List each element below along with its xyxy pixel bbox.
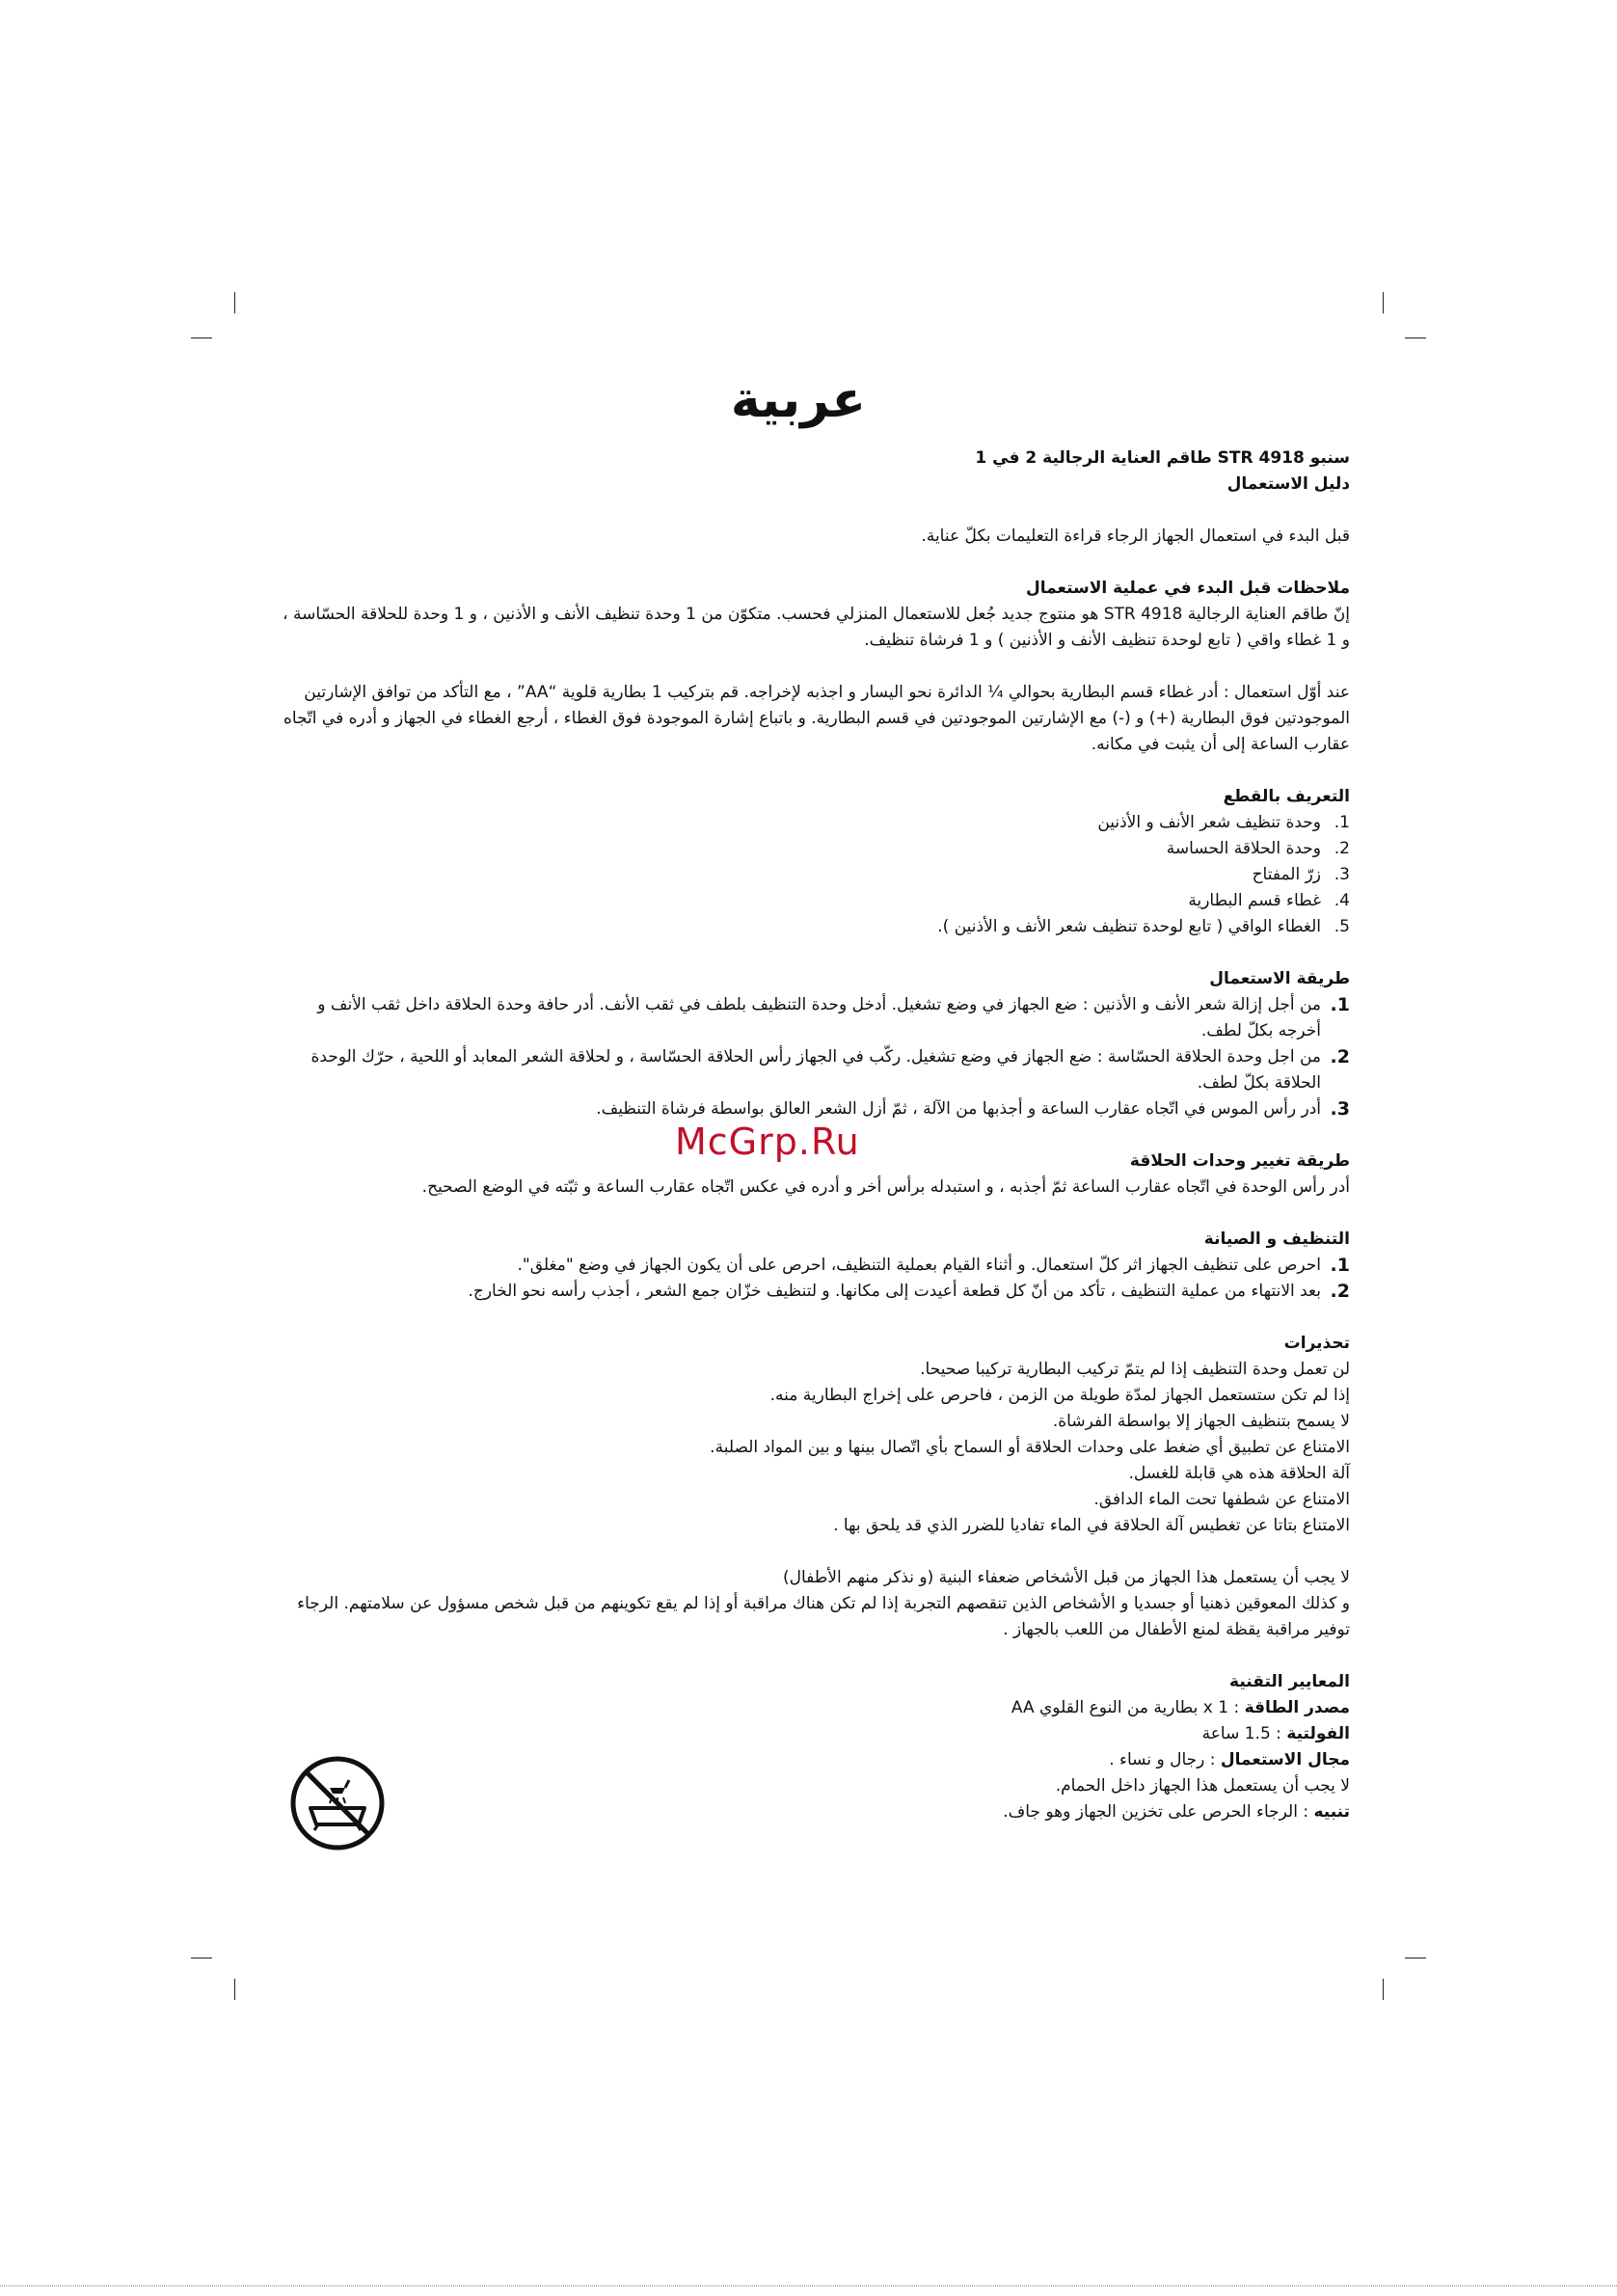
warning-line: آلة الحلاقة هذه هي قابلة للغسل. (1128, 1464, 1350, 1483)
list-item: 2. وحدة الحلاقة الحساسة (1166, 839, 1350, 858)
parts-heading: التعريف بالقطع (1223, 787, 1350, 806)
cleaning-heading: التنظيف و الصيانة (1203, 1229, 1350, 1249)
list-item: 1. من أجل إزالة شعر الأنف و الأذنين : ضع الجهاز في وضع تشغيل. أدخل وحدة التنظيف بلطف في ثقب الأنف. أدر حافة وحدة الحلاقة داخل ثقب الأنف و أخرجه بكلّ لطف. (317, 994, 1350, 1040)
list-item: 4. غطاء قسم البطارية (1188, 891, 1350, 910)
notes-heading: ملاحظات قبل البدء في عملية الاستعمال (1025, 579, 1350, 598)
specs-heading: المعايير التقنية (1229, 1672, 1350, 1691)
list-item: 2. من اجل وحدة الحلاقة الحسّاسة : ضع الجهاز في وضع تشغيل. ركّب في الجهاز رأس الحلاقة الحسّاسة ، و لحلاقة الشعر المعابد أو اللحية ، حرّك الوحدة الحلاقة بكلّ لطف. (310, 1046, 1350, 1093)
warning-line: لا يسمح بتنظيف الجهاز إلا بواسطة الفرشاة. (1052, 1412, 1350, 1431)
usage-list (280, 992, 1350, 1122)
spec-voltage: الفولتية : 1.5 ساعة (1201, 1724, 1350, 1743)
warning-line: الامتناع عن شطفها تحت الماء الدافق. (1093, 1490, 1350, 1509)
list-item: 1. احرص على تنظيف الجهاز اثر كلّ استعمال. و أثناء القيام بعملية التنظيف، احرص على أن يكون الجهاز في وضع "مغلق". (517, 1255, 1350, 1276)
list-item: 1. وحدة تنظيف شعر الأنف و الأذنين (1097, 813, 1350, 832)
spec-bathroom-note: لا يجب أن يستعمل هذا الجهاز داخل الحمام. (1055, 1776, 1350, 1796)
children-warning: لا يجب أن يستعمل هذا الجهاز من قبل الأشخاص ضعفاء البنية (و نذكر منهم الأطفال) (782, 1568, 1350, 1587)
children-warning: و كذلك المعوقين ذهنيا أو جسديا و الأشخاص الذين تنقصهم التجربة إذا لم تكن هناك مراقبة أو إذا لم يقع تكوينهم من قبل شخص مسؤول عن سلامتهم. الرجاء توفير مراقبة يقظة لمنع الأطفال من اللعب بالجهاز . (297, 1594, 1350, 1639)
product-line: سنبو STR 4918 طاقم العناية الرجالية 2 في 1 (975, 448, 1350, 468)
usage-heading: طريقة الاستعمال (1209, 969, 1350, 988)
warnings-heading: تحذيرات (1283, 1334, 1350, 1353)
notes-paragraph: عند أوّل استعمال : أدر غطاء قسم البطارية بحوالي ¼ الدائرة نحو اليسار و اجذبه لإخراجه. قم بتركيب 1 بطارية قلوية “AA” ، مع التأكد من توافق الإشارتين الموجودتين فوق البطارية (+) و (-) مع الإشارتين الموجودتين في قسم البطارية. و باتباع إشارة الموجودة فوق الغطاء ، أرجع الغطاء في الجهاز و أدره في اتّجاه عقارب الساعة إلى أن يثبت في مكانه. (283, 683, 1350, 754)
warning-line: الامتناع بتاتا عن تغطيس آلة الحلاقة في الماء تفاديا للضرر الذي قد يلحق بها . (833, 1516, 1350, 1535)
spec-caution: تنبيه : الرجاء الحرص على تخزين الجهاز وهو جاف. (1003, 1802, 1350, 1822)
change-units-text: أدر رأس الوحدة في اتّجاه عقارب الساعة ثمّ أجذبه ، و استبدله برأس أخر و أدره في عكس اتّجاه عقارب الساعة و ثبّته في الوضع الصحيح. (421, 1177, 1350, 1197)
list-item: 2. بعد الانتهاء من عملية التنظيف ، تأكد من أنّ كل قطعة أعيدت إلى مكانها. و لتنظيف خزّان جمع الشعر ، أجذب رأسه نحو الخارج. (468, 1281, 1350, 1302)
manual-label: دليل الاستعمال (1226, 474, 1350, 494)
list-item: 3. أدر رأس الموس في اتّجاه عقارب الساعة و أجذبها من الآلة ، ثمّ أزل الشعر العالق بواسطة فرشاة التنظيف. (596, 1098, 1350, 1120)
spec-scope: مجال الاستعمال : رجال و نساء . (1109, 1750, 1350, 1769)
parts-list (280, 810, 1350, 940)
warning-line: الامتناع عن تطبيق أي ضغط على وحدات الحلاقة أو السماح بأي اتّصال بينها و بين المواد الصلبة. (710, 1438, 1350, 1457)
notes-paragraph: إنّ طاقم العناية الرجالية STR 4918 هو منتوج جديد جُعل للاستعمال المنزلي فحسب. متكوّن من 1 وحدة تنظيف الأنف و الأذنين ، و 1 وحدة للحلاقة الحسّاسة ، و 1 غطاء واقي ( تابع لوحدة تنظيف الأنف و الأذنين ) و 1 فرشاة تنظيف. (283, 605, 1350, 650)
cleaning-list (280, 1253, 1350, 1305)
no-bathtub-icon (289, 1755, 386, 1851)
page-title: عربية (730, 371, 866, 429)
list-item: 3. زرّ المفتاح (1252, 865, 1350, 884)
page-edge (0, 2285, 1617, 2288)
warning-line: لن تعمل وحدة التنظيف إذا لم يتمّ تركيب البطارية تركيبا صحيحا. (920, 1360, 1350, 1379)
warning-line: إذا لم تكن ستستعمل الجهاز لمدّة طويلة من الزمن ، فاحرص على إخراج البطارية منه. (769, 1386, 1350, 1405)
list-item: 5. الغطاء الواقي ( تابع لوحدة تنظيف شعر الأنف و الأذنين ). (937, 917, 1350, 936)
watermark: McGrp.Ru (675, 1121, 860, 1163)
spec-power: مصدر الطاقة : 1 x بطارية من النوع القلوي AA (1011, 1698, 1350, 1717)
intro-text: قبل البدء في استعمال الجهاز الرجاء قراءة التعليمات بكلّ عناية. (921, 527, 1350, 546)
change-units-heading: طريقة تغيير وحدات الحلاقة (1129, 1151, 1350, 1171)
